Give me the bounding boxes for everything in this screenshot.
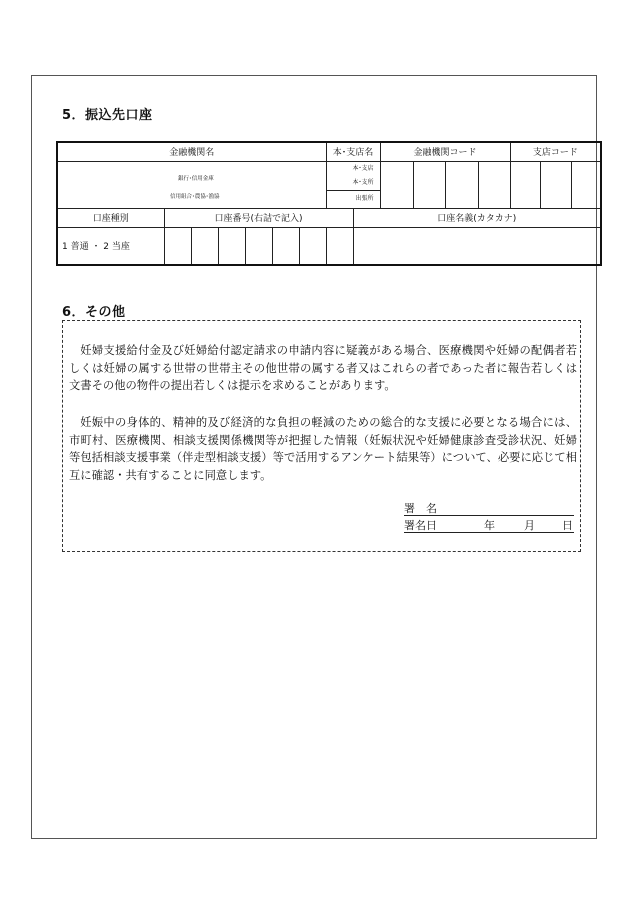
branch-name-header: 本･支店名 — [326, 142, 380, 161]
bank-code-digit[interactable] — [478, 161, 510, 208]
branch-option-main: 本･支店 — [352, 165, 374, 172]
branch-code-digit[interactable] — [540, 161, 571, 208]
account-number-header: 口座番号(右詰で記入) — [164, 208, 353, 227]
bank-code-digit[interactable] — [445, 161, 478, 208]
signature-field[interactable] — [404, 499, 574, 516]
account-number-digit[interactable] — [191, 227, 218, 265]
branch-option-office: 出張所 — [327, 190, 380, 207]
bank-option-bank: 銀行･信用金庫 — [178, 175, 214, 182]
branch-code-digit[interactable] — [571, 161, 601, 208]
account-holder-header: 口座名義(カタカナ) — [353, 208, 601, 227]
signature-label: 署 名 — [404, 502, 437, 515]
branch-name-field[interactable] — [326, 161, 380, 208]
day-label: 日 — [562, 519, 573, 532]
section5-title: 5．振込先口座 — [62, 108, 153, 123]
bank-name-header: 金融機関名 — [57, 142, 326, 161]
signature-date-field[interactable] — [404, 516, 574, 533]
account-number-digit[interactable] — [272, 227, 299, 265]
account-number-digit[interactable] — [218, 227, 245, 265]
account-holder-field[interactable] — [353, 227, 601, 265]
bank-option-coop: 信用組合･農協･漁協 — [170, 193, 220, 200]
branch-code-digit[interactable] — [510, 161, 540, 208]
month-label: 月 — [524, 519, 535, 532]
account-type-header: 口座種別 — [57, 208, 164, 227]
branch-option-sub: 本･支所 — [352, 179, 374, 186]
bank-code-header: 金融機関コード — [380, 142, 510, 161]
branch-code-header: 支店コード — [510, 142, 601, 161]
year-label: 年 — [484, 519, 495, 532]
account-type-field[interactable]: 1 普通 ・ 2 当座 — [57, 227, 164, 265]
bank-name-field[interactable] — [57, 161, 326, 208]
section6-title: 6．その他 — [62, 305, 126, 320]
account-number-digit[interactable] — [326, 227, 353, 265]
bank-code-digit[interactable] — [413, 161, 445, 208]
signature-date-label: 署名日 — [404, 519, 437, 532]
account-number-digit[interactable] — [245, 227, 272, 265]
consent-paragraph-2: 妊娠中の身体的、精神的及び経済的な負担の軽減のための総合的な支援に必要となる場合には、市町村、医療機関、相談支援関係機関等が把握した情報（妊娠状況や妊婦健康診査受診状況、妊婦等包括相談支援事業（伴走型相談支援）等で活用するアンケート結果等）について、必要に応じて相互に確認・共有することに同意します。 — [69, 416, 577, 482]
account-number-digit[interactable] — [164, 227, 191, 265]
account-number-digit[interactable] — [299, 227, 326, 265]
consent-paragraph-1: 妊婦支援給付金及び妊婦給付認定請求の申請内容に疑義がある場合、医療機関や妊婦の配偶者若しくは妊婦の属する世帯の世帯主その他世帯の属する者又はこれらの者であった者に報告若しくは文書その他の物件の提出若しくは提示を求めることがあります。 — [69, 344, 577, 393]
bank-account-table — [56, 141, 602, 266]
bank-code-digit[interactable] — [380, 161, 413, 208]
